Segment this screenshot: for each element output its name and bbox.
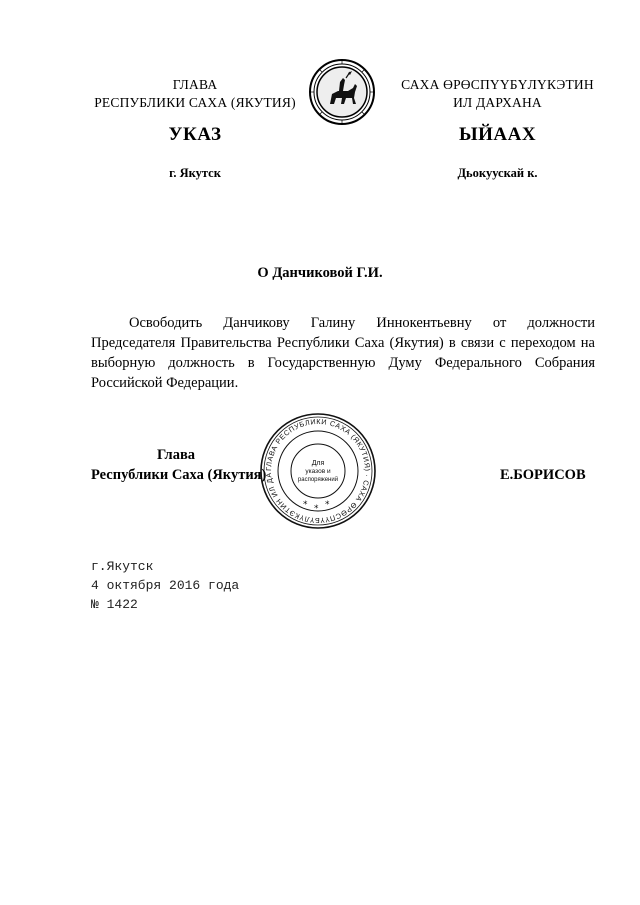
header-left-line2: РЕСПУБЛИКИ САХА (ЯКУТИЯ)	[94, 95, 296, 110]
svg-text:*: *	[303, 500, 308, 510]
svg-text:*: *	[314, 504, 319, 514]
footer-city: г.Якутск	[91, 559, 154, 574]
stamp-center-line1: Для	[311, 460, 325, 467]
coat-of-arms-emblem	[308, 58, 376, 126]
stamp-ring-text: ГЛАВА РЕСПУБЛИКИ САХА (ЯКУТИЯ) · САХА ӨРӨСПҮҮБҮЛҮКЭТИН ИЛ ДА	[263, 416, 373, 526]
city-sakha: Дьокуускай к.	[457, 166, 538, 180]
footer-date: 4 октября 2016 года	[91, 578, 240, 593]
header-right	[380, 76, 615, 112]
footer-block	[91, 557, 239, 614]
decree-body: Освободить Данчикову Галину Иннокентьевну от должности Председателя Правительства Республики Саха (Якутия) в связи с переходом на выборную должность в Государственную Думу Федерального Собрания Российской Федерации.	[91, 315, 595, 391]
svg-text:*: *	[325, 500, 330, 510]
signature-name: Е.БОРИСОВ	[500, 467, 586, 483]
signature-role-line2: Республики Саха (Якутия)	[91, 467, 267, 483]
decree-title-sakha: ЫЙААХ	[458, 124, 537, 145]
decree-title-ru: УКАЗ	[168, 124, 222, 145]
stamp-center-line3: распоряжений	[297, 477, 339, 483]
header-left	[60, 76, 330, 112]
official-seal-stamp	[259, 412, 377, 530]
header-left-line1: ГЛАВА	[172, 77, 218, 92]
decree-subject: О Данчиковой Г.И.	[257, 265, 383, 281]
city-ru: г. Якутск	[169, 166, 221, 180]
header-right-line1: САХА ӨРӨСПҮҮБҮЛҮКЭТИН	[401, 77, 594, 92]
header-right-line2: ИЛ ДАРХАНА	[453, 95, 542, 110]
stamp-center-line2: указов и	[305, 468, 331, 475]
signature-role-line1: Глава	[156, 447, 196, 463]
footer-number: № 1422	[91, 597, 138, 612]
